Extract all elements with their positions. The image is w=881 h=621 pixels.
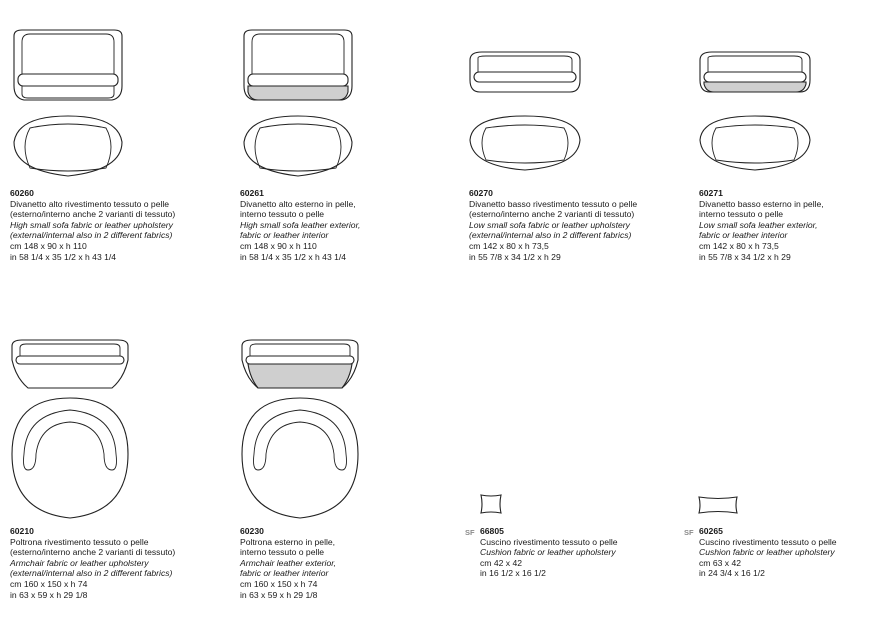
product-code: 60270 <box>469 188 493 198</box>
description-en: (external/internal also in 2 different fabrics) <box>10 568 173 579</box>
dimensions-cm: cm 148 x 90 x h 110 <box>240 240 317 251</box>
description-it: Poltrona esterno in pelle, <box>240 536 336 547</box>
product-spec-60270 <box>469 188 637 262</box>
product-spec-60210 <box>10 526 175 600</box>
dimensions-in: in 58 1/4 x 35 1/2 x h 43 1/4 <box>240 251 347 262</box>
description-en: fabric or leather interior <box>240 568 329 579</box>
sofa-low-front-drawing <box>466 50 584 110</box>
description-en: High small sofa fabric or leather upholstery <box>10 219 173 230</box>
product-spec-60271 <box>699 188 824 262</box>
sofa-high-front-drawing <box>8 28 128 108</box>
description-it: interno tessuto o pelle <box>240 547 325 558</box>
description-en: fabric or leather interior <box>699 230 788 241</box>
armchair-front-drawing <box>8 338 132 394</box>
armchair-leather-top-drawing <box>238 394 362 522</box>
dimensions-cm: cm 160 x 150 x h 74 <box>240 578 318 589</box>
description-it: (esterno/interno anche 2 varianti di tessuto) <box>469 209 635 220</box>
description-en: (external/internal also in 2 different fabrics) <box>469 230 632 241</box>
description-en: Cushion fabric or leather upholstery <box>480 547 616 558</box>
cushion-square-drawing <box>478 492 504 516</box>
description-en: (external/internal also in 2 different fabrics) <box>10 230 173 241</box>
dimensions-in: in 58 1/4 x 35 1/2 x h 43 1/4 <box>10 251 117 262</box>
description-en: Low small sofa fabric or leather upholstery <box>469 219 630 230</box>
product-spec-60230 <box>240 526 336 600</box>
dimensions-in: in 63 x 59 x h 29 1/8 <box>240 589 318 600</box>
product-code: 60271 <box>699 188 723 198</box>
dimensions-cm: cm 142 x 80 x h 73,5 <box>469 240 549 251</box>
sofa-high-leather-top-drawing <box>238 112 358 182</box>
description-en: Low small sofa leather exterior, <box>699 219 818 230</box>
sofa-high-leather-front-drawing <box>238 28 358 108</box>
description-it: interno tessuto o pelle <box>240 209 325 220</box>
dimensions-in: in 63 x 59 x h 29 1/8 <box>10 589 88 600</box>
sf-prefix: SF <box>465 528 475 537</box>
armchair-leather-front-drawing <box>238 338 362 394</box>
product-code: 60260 <box>10 188 34 198</box>
description-it: Divanetto alto esterno in pelle, <box>240 198 356 209</box>
sofa-low-leather-front-drawing <box>696 50 814 110</box>
sf-prefix: SF <box>684 528 694 537</box>
description-it: (esterno/interno anche 2 varianti di tessuto) <box>10 547 176 558</box>
cushion-rectangular-drawing <box>696 494 740 516</box>
product-code: 60265 <box>699 526 723 536</box>
dimensions-in: in 55 7/8 x 34 1/2 x h 29 <box>469 251 561 262</box>
product-code: 66805 <box>480 526 504 536</box>
description-it: Divanetto basso esterno in pelle, <box>699 198 824 209</box>
product-spec-60261 <box>240 188 360 262</box>
description-it: Divanetto alto rivestimento tessuto o pelle <box>10 198 170 209</box>
description-en: High small sofa leather exterior, <box>240 219 361 230</box>
sofa-high-top-drawing <box>8 112 128 182</box>
product-code: 60261 <box>240 188 264 198</box>
dimensions-cm: cm 63 x 42 <box>699 557 742 568</box>
product-code: 60210 <box>10 526 34 536</box>
description-it: Cuscino rivestimento tessuto o pelle <box>699 536 837 547</box>
product-spec-66805 <box>480 526 618 579</box>
description-en: fabric or leather interior <box>240 230 329 241</box>
product-code: 60230 <box>240 526 264 536</box>
description-it: (esterno/interno anche 2 varianti di tessuto) <box>10 209 176 220</box>
product-spec-60260 <box>10 188 175 262</box>
description-en: Armchair fabric or leather upholstery <box>10 557 149 568</box>
dimensions-cm: cm 148 x 90 x h 110 <box>10 240 87 251</box>
description-en: Cushion fabric or leather upholstery <box>699 547 835 558</box>
product-spec-60265 <box>699 526 837 579</box>
description-en: Armchair leather exterior, <box>240 557 336 568</box>
dimensions-in: in 55 7/8 x 34 1/2 x h 29 <box>699 251 791 262</box>
sofa-low-leather-top-drawing <box>696 112 814 174</box>
description-it: Divanetto basso rivestimento tessuto o pelle <box>469 198 638 209</box>
dimensions-cm: cm 160 x 150 x h 74 <box>10 578 88 589</box>
description-it: Poltrona rivestimento tessuto o pelle <box>10 536 149 547</box>
dimensions-in: in 24 3/4 x 16 1/2 <box>699 568 765 579</box>
description-it: interno tessuto o pelle <box>699 209 784 220</box>
dimensions-cm: cm 142 x 80 x h 73,5 <box>699 240 779 251</box>
description-it: Cuscino rivestimento tessuto o pelle <box>480 536 618 547</box>
armchair-top-drawing <box>8 394 132 522</box>
dimensions-in: in 16 1/2 x 16 1/2 <box>480 568 546 579</box>
sofa-low-top-drawing <box>466 112 584 174</box>
dimensions-cm: cm 42 x 42 <box>480 557 523 568</box>
